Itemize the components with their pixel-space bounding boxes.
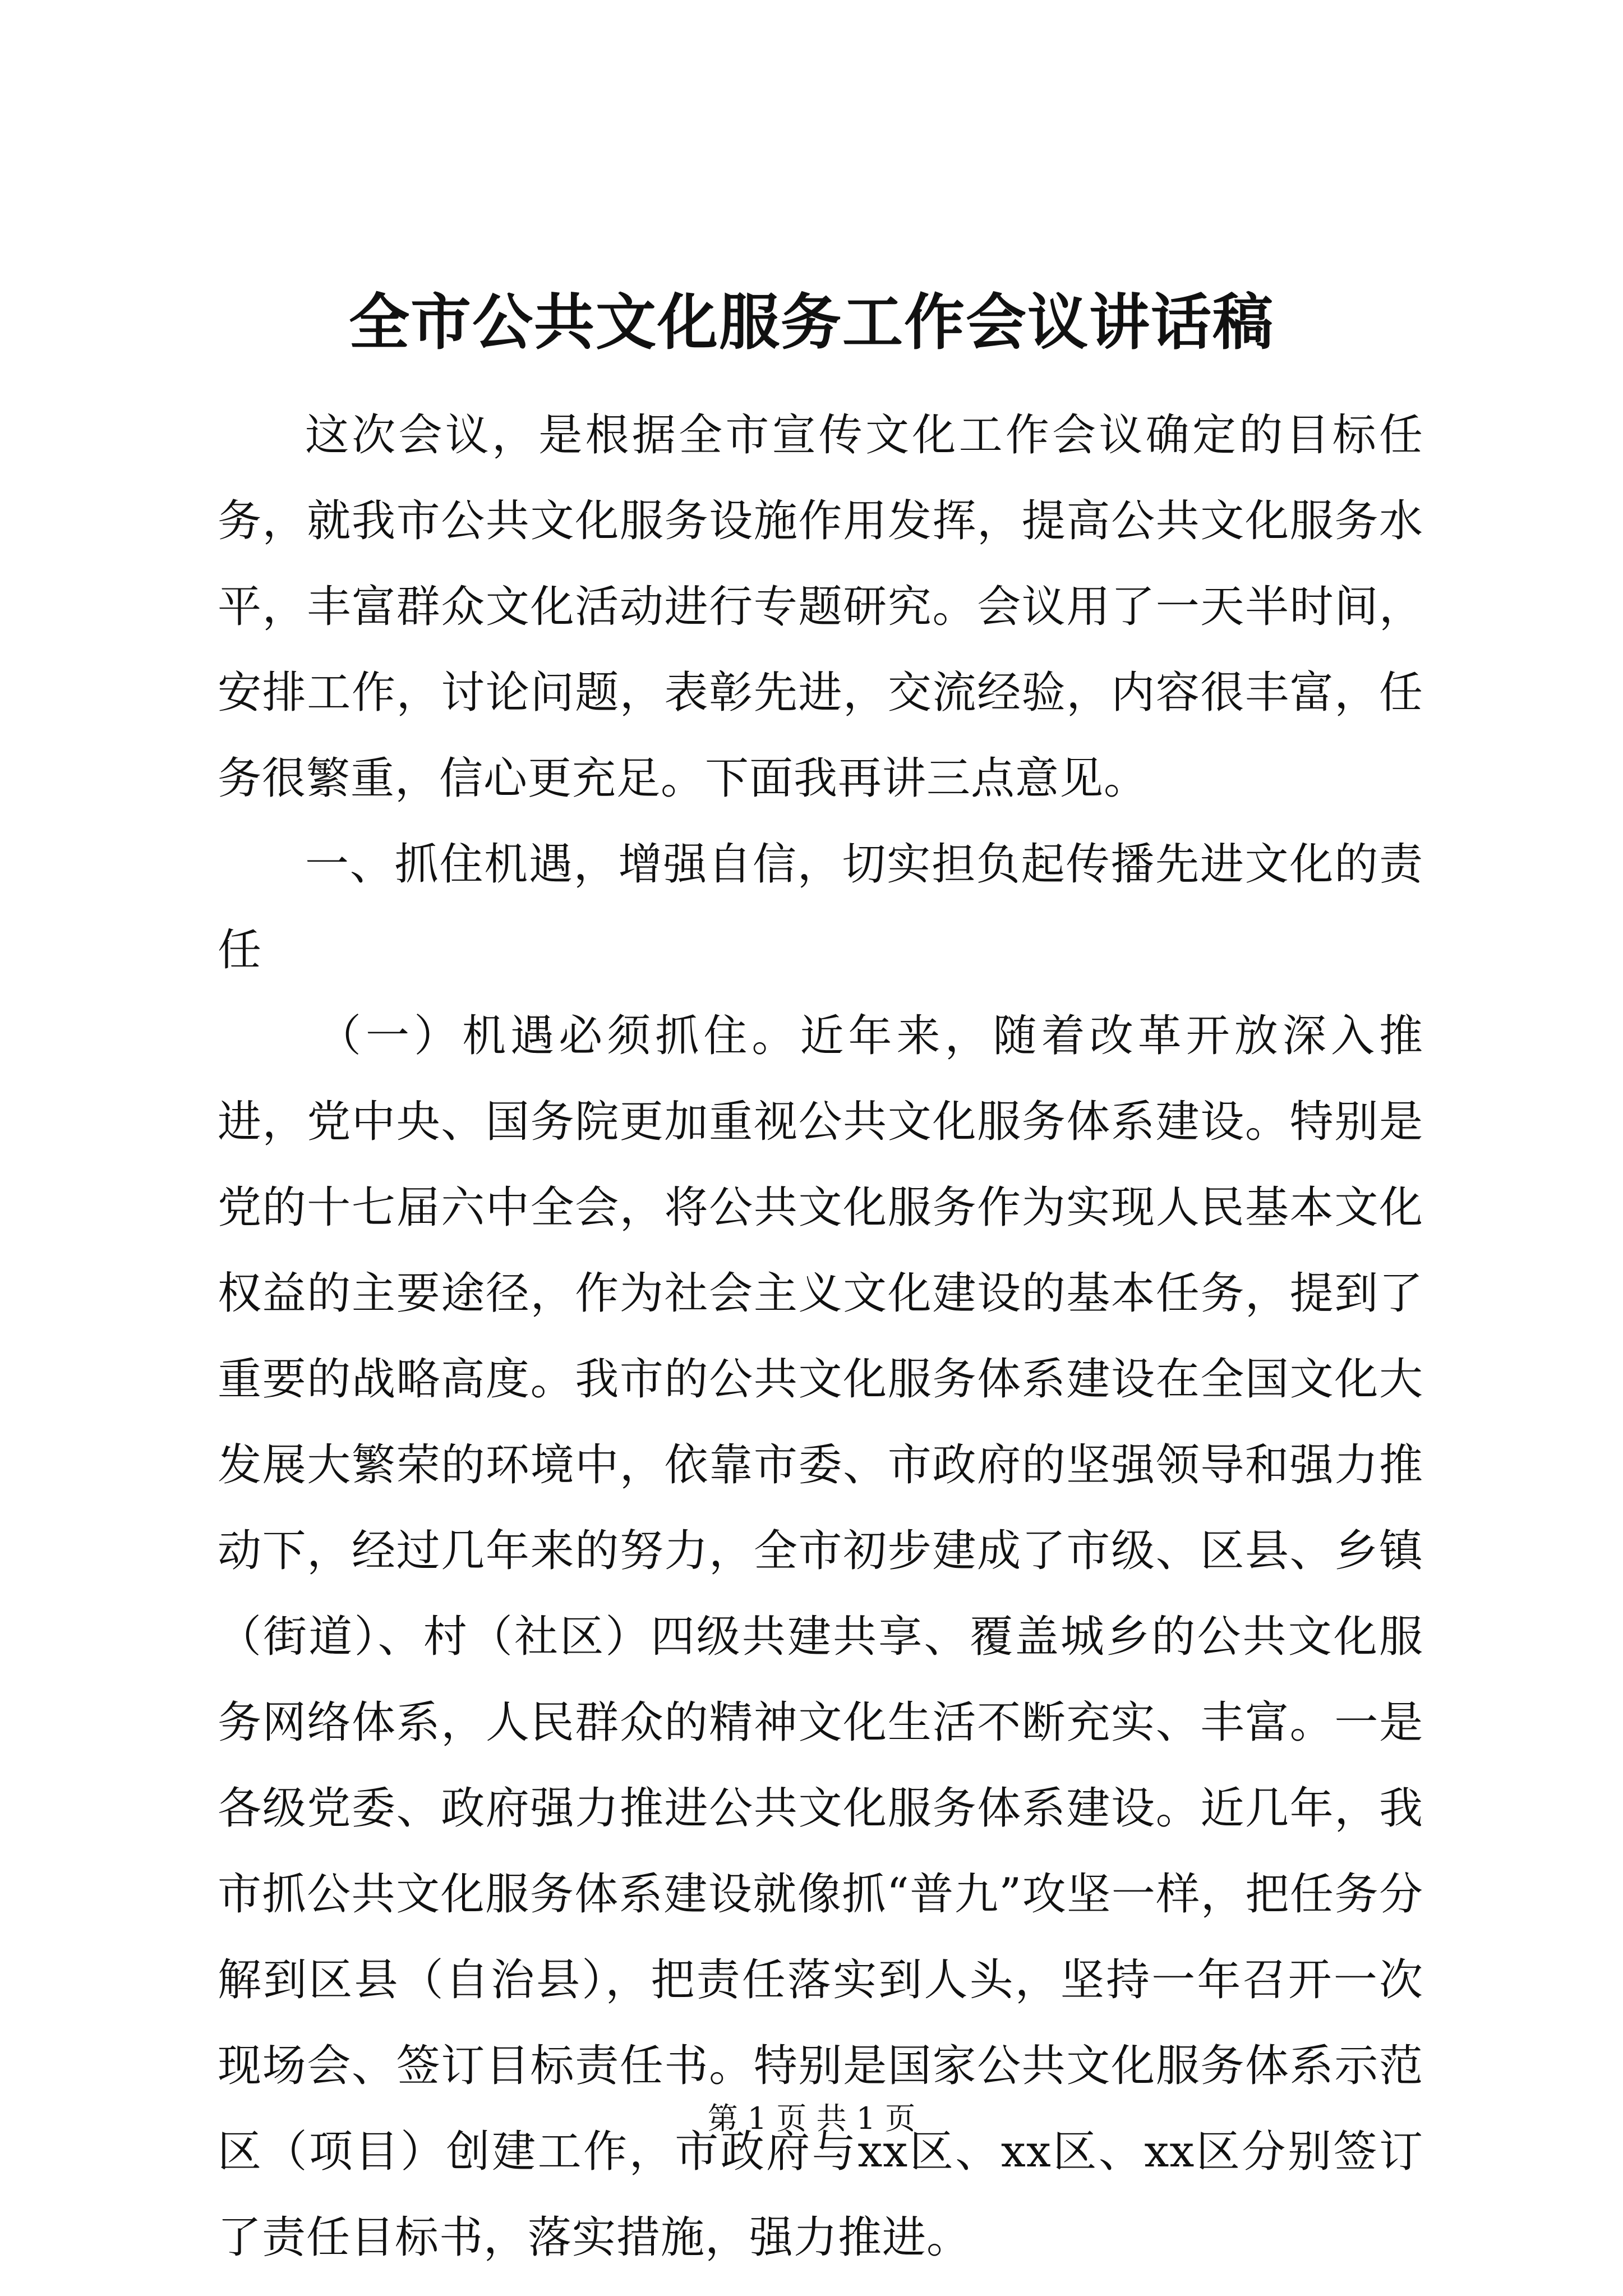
document-title: 全市公共文化服务工作会议讲话稿 xyxy=(348,287,1274,358)
paragraph-intro: 这次会议，是根据全市宣传文化工作会议确定的目标任务，就我市公共文化服务设施作用发挥，提高公共文化服务水平，丰富群众文化活动进行专题研究。会议用了一天半时间，安排工作，讨论问题，表彰先进，交流经验，内容很丰富，任务很繁重，信心更充足。下面我再讲三点意见。 xyxy=(218,410,1423,804)
section-heading-1: 一、抓住机遇，增强自信，切实担负起传播先进文化的责任 xyxy=(218,839,1423,976)
paragraph-opportunity: （一）机遇必须抓住。近年来，随着改革开放深入推进，党中央、国务院更加重视公共文化服务体系建设。特别是党的十七届六中全会，将公共文化服务作为实现人民基本文化权益的主要途径，作为社会主义文化建设的基本任务，提到了重要的战略高度。我市的公共文化服务体系建设在全国文化大发展大繁荣的环境中，依靠市委、市政府的坚强领导和强力推动下，经过几年来的努力，全市初步建成了市级、区县、乡镇（街道）、村（社区）四级共建共享、覆盖城乡的公共文化服务网络体系，人民群众的精神文化生活不断充实、丰富。一是各级党委、政府强力推进公共文化服务体系建设。近几年，我市抓公共文化服务体系建设就像抓“普九”攻坚一样，把任务分解到区县（自治县），把责任落实到人头，坚持一年召开一次现场会、签订目标责任书。特别是国家公共文化服务体系示范区（项目）创建工作，市政府与xx区、xx区、xx区分别签订了责任目标书，落实措施，强力推进。 xyxy=(218,1011,1423,2263)
document-body xyxy=(218,393,1423,2281)
page-number-footer: 第 1 页 共 1 页 xyxy=(707,2101,916,2136)
